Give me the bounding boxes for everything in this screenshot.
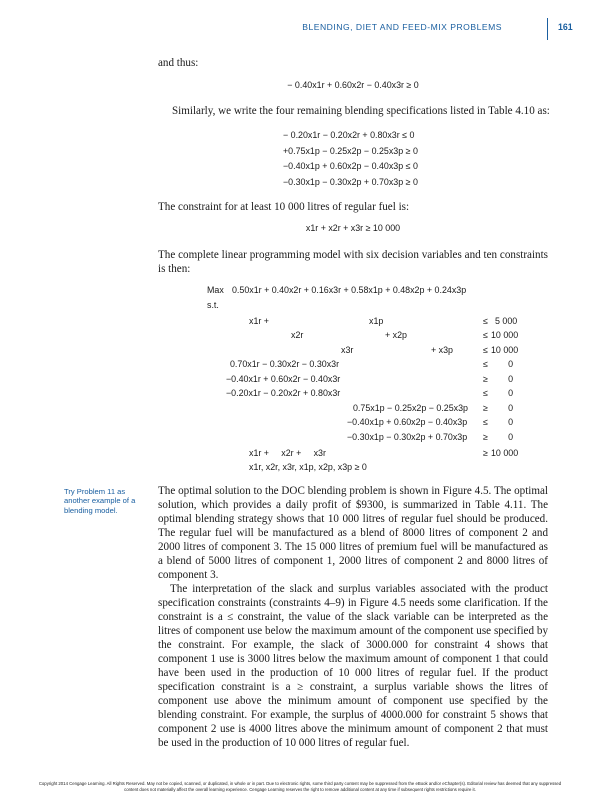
equation-first: − 0.40x1r + 0.60x2r − 0.40x3r ≥ 0	[287, 80, 419, 90]
constraint-relation: ≥	[483, 403, 488, 413]
constraint-lhs: + x2p	[385, 330, 407, 340]
constraint-lhs: 0.70x1r − 0.30x2r − 0.30x3r	[230, 359, 340, 369]
constraint-lhs: x1r +	[249, 316, 269, 326]
constraint-lhs: + x3p	[431, 345, 453, 355]
paragraph-optimal-solution: The optimal solution to the DOC blending problem is shown in Figure 4.5. The optimal solution, which provides a daily profit of $9300, is summarized in Table 4.11. The optimal blending strategy shows that 10 000 litres of regular fuel should be produced. The regular fuel will be manufactured as a blend of 8000 litres of component 2 and 2000 litres of component 3. The 15 000 litres of premium fuel will be manufactured as a blend of 5000 litres of component 1, 2000 litres of component 2 and 8000 litres of component 3.	[158, 485, 548, 581]
similarly-text: Similarly, we write the four remaining blending specifications listed in Table 4.10 as:	[172, 105, 550, 117]
constraint-rhs: 0	[508, 359, 513, 369]
constraint-lhs: −0.30x1p − 0.30x2p + 0.70x3p	[347, 432, 468, 442]
max-label: Max	[207, 285, 224, 295]
constraint-relation: ≤	[483, 330, 488, 340]
constraint-lhs: −0.20x1r − 0.20x2r + 0.80x3r	[226, 388, 341, 398]
constraint-rhs: 10 000	[491, 345, 519, 355]
constraint-lhs: x2r	[291, 330, 304, 340]
constraint-rhs: 0	[508, 374, 513, 384]
objective-function: 0.50x1r + 0.40x2r + 0.16x3r + 0.58x1p + 0.48x2p + 0.24x3p	[232, 285, 467, 295]
constraint-relation: ≥	[483, 432, 488, 442]
constraint-lhs: x1r + x2r + x3r	[249, 448, 326, 458]
constraint-rhs: 10 000	[491, 330, 519, 340]
constraint-rhs: 0	[508, 417, 513, 427]
constraint-relation: ≤	[483, 359, 488, 369]
constraint-lhs: −0.40x1r + 0.60x2r − 0.40x3r	[226, 374, 341, 384]
constraint-lhs: x1p	[369, 316, 384, 326]
blend-spec: −0.30x1p − 0.30x2p + 0.70x3p ≥ 0	[283, 176, 418, 187]
paragraph-slack-surplus: The interpretation of the slack and surplus variables associated with the product specification constraints (constraints 4–9) in Figure 4.5 needs some clarification. If the constraint is a ≤ constraint, the value of the slack variable can be interpreted as the litres of component use below the maximum amount of the component use specified by the constraint. For example, the slack of 3000.000 for constraint 4 shows that component 1 use is 3000 litres below the maximum amount of component 1 that could have been used in the production of 10 000 litres of regular fuel. If the product specification constraint is a ≥ constraint, a surplus variable shows the litres of component use above the minimum amount of component use specified by the blending constraint. For example, the surplus of 4000.000 for constraint 5 shows that component 2 use is 4000 litres above the minimum amount of component 2 that must be used in the production of 10 000 litres of regular fuel.	[158, 583, 548, 749]
blend-spec-block	[283, 128, 418, 190]
st-label: s.t.	[207, 300, 219, 310]
constraint-rhs: 0	[508, 403, 513, 413]
margin-note: Try Problem 11 as another example of a blending model.	[64, 487, 136, 515]
constraint-rhs: 0	[508, 432, 513, 442]
regular-equation: x1r + x2r + x3r ≥ 10 000	[305, 223, 401, 233]
constraint-relation: ≤	[483, 417, 488, 427]
constraint-rhs: 5 000	[495, 316, 518, 326]
complete-intro: The complete linear programming model with six decision variables and ten constraints is then:	[158, 249, 548, 275]
running-header: BLENDING, DIET AND FEED-MIX PROBLEMS	[302, 22, 502, 32]
blend-spec: +0.75x1p − 0.25x2p − 0.25x3p ≥ 0	[283, 145, 418, 156]
constraint-lhs: 0.75x1p − 0.25x2p − 0.25x3p	[353, 403, 468, 413]
regular-intro: The constraint for at least 10 000 litres of regular fuel is:	[158, 201, 410, 213]
page-number: 161	[558, 22, 573, 32]
constraint-relation: ≤	[483, 316, 488, 326]
constraint-relation: ≥	[483, 374, 488, 384]
blend-spec: − 0.20x1r − 0.20x2r + 0.80x3r ≤ 0	[283, 130, 415, 140]
copyright-notice: Copyright 2014 Cengage Learning. All Rights Reserved. May not be copied, scanned, or duplicated, in whole or in part. Due to electronic rights, some third party content may be suppressed from the eBook and/or eChapter(s). Editorial review has deemed that any suppressed content does not materially affect the overall learning experience. Cengage Learning reserves the right to remove additional content at any time if subsequent rights restrictions require it.	[38, 781, 562, 793]
constraint-relation: ≤	[483, 345, 488, 355]
intro-text: and thus:	[158, 57, 199, 69]
constraint-lhs: x3r	[341, 345, 354, 355]
constraint-relation: ≤	[483, 388, 488, 398]
constraint-relation: ≥	[483, 448, 488, 458]
header-divider	[547, 18, 548, 40]
constraint-lhs: −0.40x1p + 0.60x2p − 0.40x3p	[347, 417, 468, 427]
nonnegativity-constraint: x1r, x2r, x3r, x1p, x2p, x3p ≥ 0	[249, 462, 367, 472]
constraint-rhs: 0	[508, 388, 513, 398]
constraint-rhs: 10 000	[491, 448, 519, 458]
blend-spec: −0.40x1p + 0.60x2p − 0.40x3p ≤ 0	[283, 161, 418, 172]
